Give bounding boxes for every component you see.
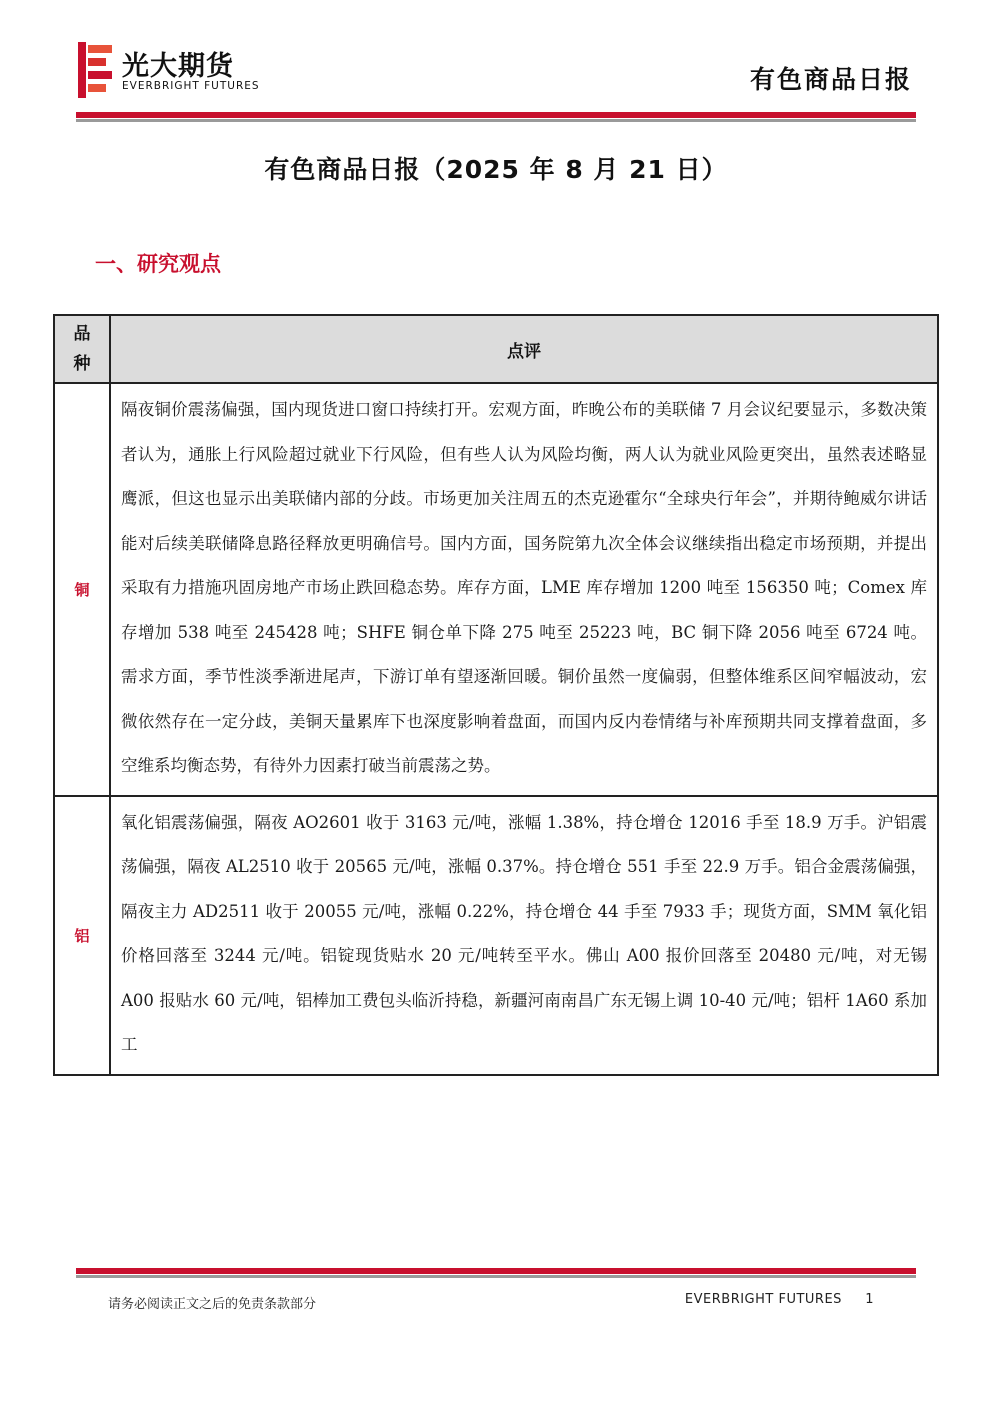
header-rule-red (76, 112, 916, 118)
kind-cell: 铜 (54, 383, 110, 796)
brand-name-en: EVERBRIGHT FUTURES (122, 80, 260, 92)
header-kind: 品 种 (54, 315, 110, 383)
research-table (53, 314, 939, 1272)
comment-cell: 隔夜铜价震荡偏强，国内现货进口窗口持续打开。宏观方面，昨晚公布的美联储 7 月会议纪要显示，多数决策者认为，通胀上行风险超过就业下行风险，但有些人认为风险均衡，两人认为就业风险更突出，虽然表述略显鹰派，但这也显示出美联储内部的分歧。市场更加关注周五的杰克逊霍尔“全球央行年会”，并期待鲍威尔讲话能对后续美联储降息路径释放更明确信号。国内方面，国务院第九次全体会议继续指出稳定市场预期，并提出采取有力措施巩固房地产市场止跌回稳态势。库存方面，LME 库存增加 1200 吨至 156350 吨；Comex 库存增加 538 吨至 245428 吨；SHFE 铜仓单下降 275 吨至 25223 吨，BC 铜下降 2056 吨至 6724 吨。需求方面，季节性淡季渐进尾声，下游订单有望逐渐回暖。铜价虽然一度偏弱，但整体维系区间窄幅波动，宏微依然存在一定分歧，美铜天量累库下也深度影响着盘面，而国内反内卷情绪与补库预期共同支撑着盘面，多空维系均衡态势，有待外力因素打破当前震荡之势。 (110, 383, 938, 796)
footer-rule-red (76, 1268, 916, 1274)
document-title: 有色商品日报（2025 年 8 月 21 日） (264, 155, 728, 184)
page-number: 1 (865, 1292, 874, 1307)
comment-cell: 氧化铝震荡偏强，隔夜 AO2601 收于 3163 元/吨，涨幅 1.38%，持仓增仓 12016 手至 18.9 万手。沪铝震荡偏强，隔夜 AL2510 收于 20565 元/吨，涨幅 0.37%。持仓增仓 551 手至 22.9 万手。铝合金震荡偏强，隔夜主力 AD2511 收于 20055 元/吨，涨幅 0.22%，持仓增仓 44 手至 7933 手；现货方面，SMM 氧化铝价格回落至 3244 元/吨。铝锭现货贴水 20 元/吨转至平水。佛山 A00 报价回落至 20480 元/吨，对无锡 A00 报贴水 60 元/吨，铝棒加工费包头临沂持稳，新疆河南南昌广东无锡上调 10-40 元/吨；铝杆 1A60 系加工 (110, 796, 938, 1075)
header-rule-grey (76, 119, 916, 122)
footer-brand: EVERBRIGHT FUTURES (684, 1292, 842, 1307)
kind-cell: 铝 (54, 796, 110, 1075)
brand-logo (78, 42, 298, 98)
section-title: 一、研究观点 (95, 252, 221, 276)
header-comment: 点评 (110, 315, 938, 383)
table-row-copper (54, 383, 938, 796)
footer-rule-grey (76, 1275, 916, 1278)
table-row-aluminum (54, 796, 938, 1075)
brand-name-cn: 光大期货 (122, 51, 234, 82)
footer-brand-page (685, 1292, 874, 1307)
everbright-logo-icon (78, 42, 114, 98)
footer-disclaimer: 请务必阅读正文之后的免责条款部分 (108, 1297, 317, 1312)
table-header-row (54, 315, 938, 383)
header-report-name: 有色商品日报 (749, 65, 912, 94)
